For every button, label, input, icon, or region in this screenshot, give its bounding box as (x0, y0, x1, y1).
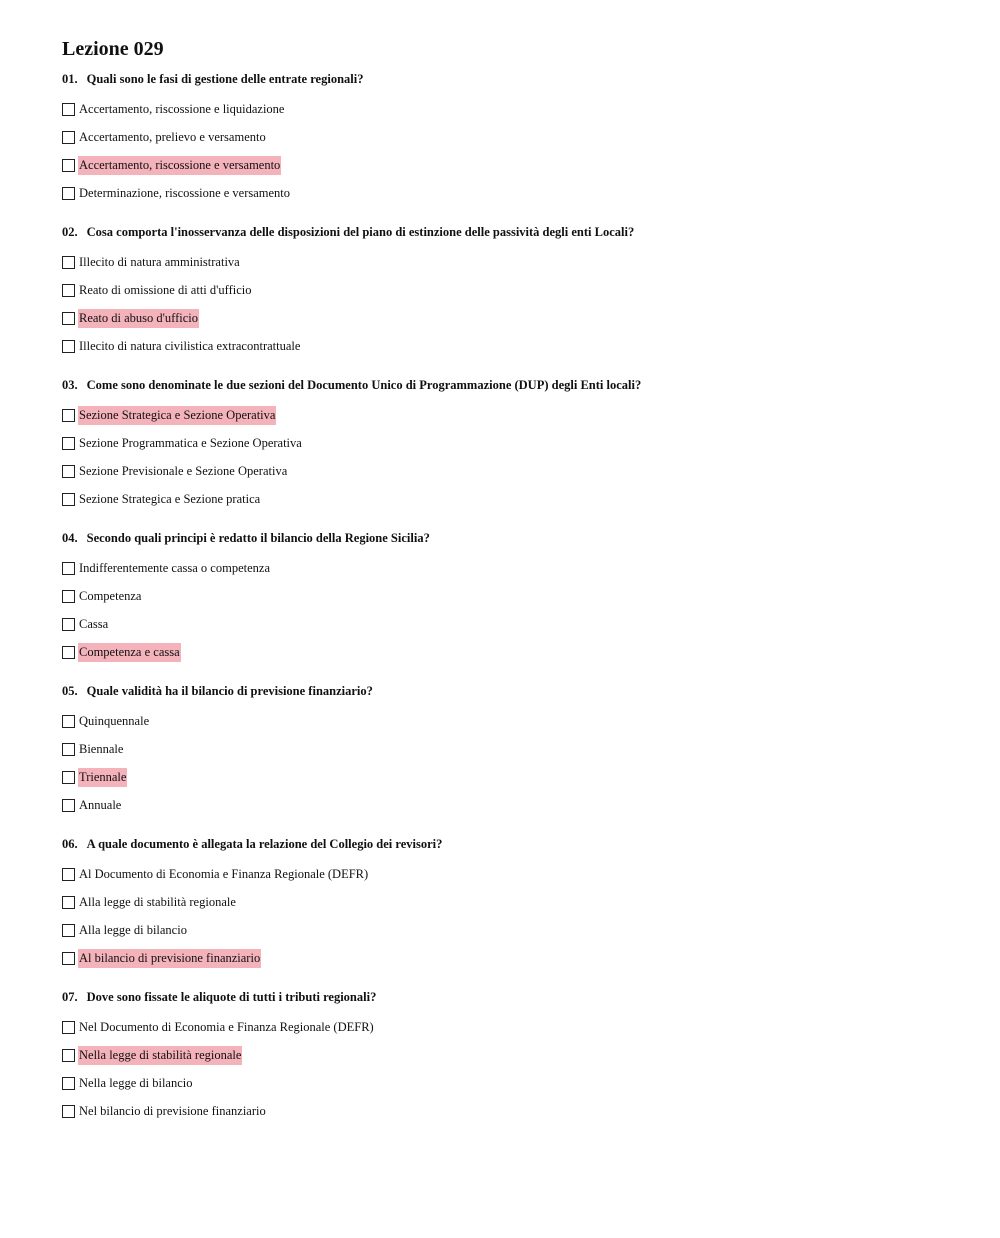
answer-label: Sezione Programmatica e Sezione Operativa (79, 435, 302, 450)
answer-label: Alla legge di bilancio (79, 922, 187, 937)
checkbox-icon[interactable] (62, 159, 75, 172)
answer-label: Nella legge di bilancio (79, 1075, 193, 1090)
question-heading (62, 989, 962, 1005)
question-number: 07. (62, 990, 78, 1004)
checkbox-icon[interactable] (62, 437, 75, 450)
question-number: 04. (62, 531, 78, 545)
checkbox-icon[interactable] (62, 284, 75, 297)
answer-option[interactable] (62, 457, 962, 485)
answer-option[interactable] (62, 707, 962, 735)
checkbox-icon[interactable] (62, 646, 75, 659)
answer-option[interactable] (62, 276, 962, 304)
answer-option[interactable] (62, 248, 962, 276)
answer-label: Accertamento, riscossione e liquidazione (79, 101, 285, 116)
question-number: 01. (62, 72, 78, 86)
question-heading (62, 683, 962, 699)
question-block (62, 836, 962, 972)
question-block (62, 224, 962, 360)
answer-option-correct[interactable] (62, 638, 962, 666)
checkbox-icon[interactable] (62, 868, 75, 881)
page-title: Lezione 029 (62, 38, 164, 60)
answer-label: Biennale (79, 741, 124, 756)
question-text: Secondo quali principi è redatto il bilancio della Regione Sicilia? (86, 531, 430, 545)
checkbox-icon[interactable] (62, 1049, 75, 1062)
question-number: 02. (62, 225, 78, 239)
answer-label: Alla legge di stabilità regionale (79, 894, 236, 909)
question-heading (62, 224, 962, 240)
checkbox-icon[interactable] (62, 924, 75, 937)
checkbox-icon[interactable] (62, 896, 75, 909)
question-heading (62, 836, 962, 852)
answer-option-correct[interactable] (62, 401, 962, 429)
question-text: Cosa comporta l'inosservanza delle disposizioni del piano di estinzione delle passività degli enti Locali? (86, 225, 635, 239)
checkbox-icon[interactable] (62, 340, 75, 353)
answer-label: Nel bilancio di previsione finanziario (79, 1103, 266, 1118)
checkbox-icon[interactable] (62, 312, 75, 325)
correct-answer-label: Triennale (78, 768, 127, 787)
checkbox-icon[interactable] (62, 409, 75, 422)
answer-option-correct[interactable] (62, 1041, 962, 1069)
question-number: 05. (62, 684, 78, 698)
correct-answer-label: Al bilancio di previsione finanziario (78, 949, 261, 968)
answer-label: Nel Documento di Economia e Finanza Regionale (DEFR) (79, 1019, 374, 1034)
checkbox-icon[interactable] (62, 131, 75, 144)
answer-label: Determinazione, riscossione e versamento (79, 185, 291, 200)
question-number: 03. (62, 378, 78, 392)
checkbox-icon[interactable] (62, 590, 75, 603)
checkbox-icon[interactable] (62, 715, 75, 728)
correct-answer-label: Reato di abuso d'ufficio (78, 309, 199, 328)
question-block (62, 989, 962, 1125)
checkbox-icon[interactable] (62, 465, 75, 478)
answer-label: Cassa (79, 616, 109, 631)
checkbox-icon[interactable] (62, 771, 75, 784)
answer-option[interactable] (62, 791, 962, 819)
answer-label: Al Documento di Economia e Finanza Regionale (DEFR) (79, 866, 369, 881)
correct-answer-label: Accertamento, riscossione e versamento (78, 156, 281, 175)
correct-answer-label: Sezione Strategica e Sezione Operativa (78, 406, 276, 425)
answer-label: Annuale (79, 797, 122, 812)
answer-label: Indifferentemente cassa o competenza (79, 560, 270, 575)
checkbox-icon[interactable] (62, 256, 75, 269)
checkbox-icon[interactable] (62, 1077, 75, 1090)
checkbox-icon[interactable] (62, 952, 75, 965)
question-text: Quali sono le fasi di gestione delle entrate regionali? (86, 72, 364, 86)
answer-option[interactable] (62, 860, 962, 888)
question-block (62, 71, 962, 207)
answer-option-correct[interactable] (62, 944, 962, 972)
answer-option[interactable] (62, 582, 962, 610)
answer-option[interactable] (62, 1069, 962, 1097)
answer-option[interactable] (62, 888, 962, 916)
answer-option[interactable] (62, 332, 962, 360)
answer-option[interactable] (62, 1097, 962, 1125)
quiz-page (62, 36, 962, 1142)
answer-label: Illecito di natura civilistica extracontrattuale (79, 338, 301, 353)
answer-label: Quinquennale (79, 713, 150, 728)
answer-option[interactable] (62, 554, 962, 582)
checkbox-icon[interactable] (62, 562, 75, 575)
answer-option-correct[interactable] (62, 304, 962, 332)
question-block (62, 683, 962, 819)
answer-label: Illecito di natura amministrativa (79, 254, 240, 269)
checkbox-icon[interactable] (62, 1105, 75, 1118)
question-heading (62, 71, 962, 87)
answer-option[interactable] (62, 610, 962, 638)
question-heading (62, 530, 962, 546)
question-text: Dove sono fissate le aliquote di tutti i tributi regionali? (86, 990, 377, 1004)
question-text: Quale validità ha il bilancio di previsione finanziario? (86, 684, 373, 698)
question-text: A quale documento è allegata la relazione del Collegio dei revisori? (86, 837, 443, 851)
checkbox-icon[interactable] (62, 493, 75, 506)
answer-option-correct[interactable] (62, 763, 962, 791)
answer-option-correct[interactable] (62, 151, 962, 179)
answer-label: Competenza (79, 588, 142, 603)
answer-option[interactable] (62, 485, 962, 513)
answer-option[interactable] (62, 916, 962, 944)
answer-option[interactable] (62, 735, 962, 763)
checkbox-icon[interactable] (62, 618, 75, 631)
question-number: 06. (62, 837, 78, 851)
checkbox-icon[interactable] (62, 103, 75, 116)
question-text: Come sono denominate le due sezioni del Documento Unico di Programmazione (DUP) degli Enti locali? (86, 378, 642, 392)
answer-option[interactable] (62, 429, 962, 457)
question-list (62, 71, 962, 1125)
checkbox-icon[interactable] (62, 799, 75, 812)
question-block (62, 530, 962, 666)
question-heading (62, 377, 962, 393)
answer-option[interactable] (62, 1013, 962, 1041)
answer-label: Sezione Previsionale e Sezione Operativa (79, 463, 288, 478)
answer-label: Sezione Strategica e Sezione pratica (79, 491, 261, 506)
answer-option[interactable] (62, 179, 962, 207)
answer-option[interactable] (62, 95, 962, 123)
question-block (62, 377, 962, 513)
checkbox-icon[interactable] (62, 187, 75, 200)
answer-option[interactable] (62, 123, 962, 151)
answer-label: Accertamento, prelievo e versamento (79, 129, 266, 144)
checkbox-icon[interactable] (62, 1021, 75, 1034)
checkbox-icon[interactable] (62, 743, 75, 756)
correct-answer-label: Competenza e cassa (78, 643, 181, 662)
correct-answer-label: Nella legge di stabilità regionale (78, 1046, 242, 1065)
answer-label: Reato di omissione di atti d'ufficio (79, 282, 252, 297)
